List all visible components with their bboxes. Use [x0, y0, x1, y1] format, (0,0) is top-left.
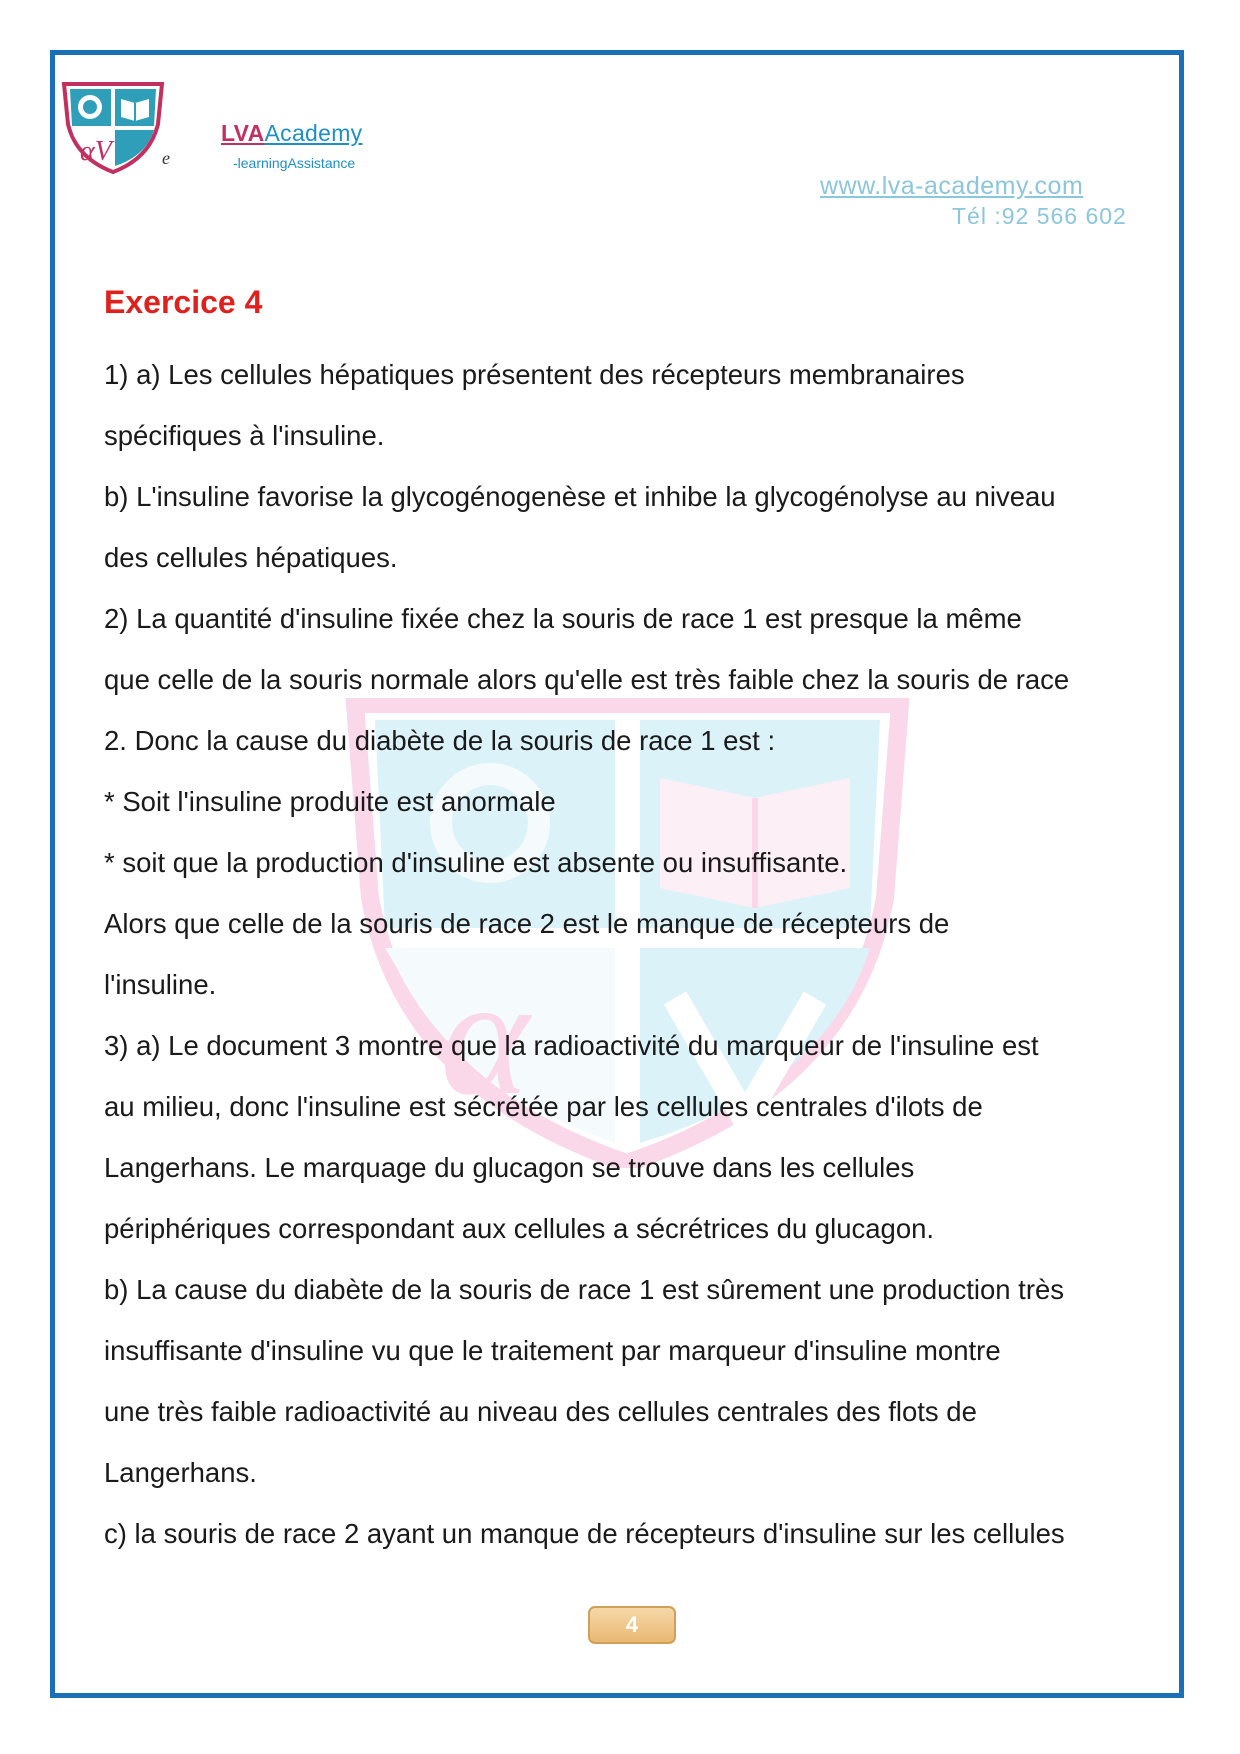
- text-line: Alors que celle de la souris de race 2 est le manque de récepteurs de: [104, 908, 950, 939]
- svg-text:α: α: [440, 942, 530, 1130]
- logo-shield-icon: [58, 80, 168, 175]
- text-line: au milieu, donc l'insuline est sécrétée par les cellules centrales d'ilots de: [104, 1091, 983, 1122]
- text-line: 2. Donc la cause du diabète de la souris de race 1 est :: [104, 725, 776, 756]
- text-line: spécifiques à l'insuline.: [104, 420, 385, 451]
- answer-text: [104, 344, 1174, 1564]
- text-line: b) L'insuline favorise la glycogénogenèse et inhibe la glycogénolyse au niveau: [104, 481, 1056, 512]
- text-line: c) la souris de race 2 ayant un manque de récepteurs d'insuline sur les cellules: [104, 1518, 1065, 1549]
- text-line: insuffisante d'insuline vu que le traitement par marqueur d'insuline montre: [104, 1335, 1001, 1366]
- website-link[interactable]: www.lva-academy.com: [820, 172, 1084, 200]
- text-line: l'insuline.: [104, 969, 217, 1000]
- logo-suffix: e: [162, 148, 170, 168]
- logo-mark-text: αV: [80, 136, 112, 167]
- text-line: * soit que la production d'insuline est absente ou insuffisante.: [104, 847, 848, 878]
- text-line: 1) a) Les cellules hépatiques présentent des récepteurs membranaires: [104, 359, 965, 390]
- text-line: b) La cause du diabète de la souris de race 1 est sûrement une production très: [104, 1274, 1065, 1305]
- text-line: une très faible radioactivité au niveau des cellules centrales des flots de: [104, 1396, 977, 1427]
- text-line: Langerhans. Le marquage du glucagon se trouve dans les cellules: [104, 1152, 915, 1183]
- phone-number: Tél :92 566 602: [952, 203, 1127, 229]
- text-line: que celle de la souris normale alors qu'elle est très faible chez la souris de race: [104, 664, 1070, 695]
- page-number-badge: [588, 1606, 676, 1644]
- text-line: périphériques correspondant aux cellules a sécrétrices du glucagon.: [104, 1213, 935, 1244]
- page-number: 4: [625, 1612, 639, 1637]
- text-line: des cellules hépatiques.: [104, 542, 398, 573]
- text-line: 2) La quantité d'insuline fixée chez la souris de race 1 est presque la même: [104, 603, 1022, 634]
- exercise-title: Exercice 4: [104, 284, 263, 320]
- text-line: * Soit l'insuline produite est anormale: [104, 786, 556, 817]
- brand-name: [221, 120, 362, 147]
- text-line: 3) a) Le document 3 montre que la radioactivité du marqueur de l'insuline est: [104, 1030, 1039, 1061]
- text-line: Langerhans.: [104, 1457, 257, 1488]
- brand-prefix: LVA: [221, 120, 265, 146]
- brand-suffix: Academy: [264, 120, 363, 146]
- brand-tagline: -learningAssistance: [233, 155, 356, 171]
